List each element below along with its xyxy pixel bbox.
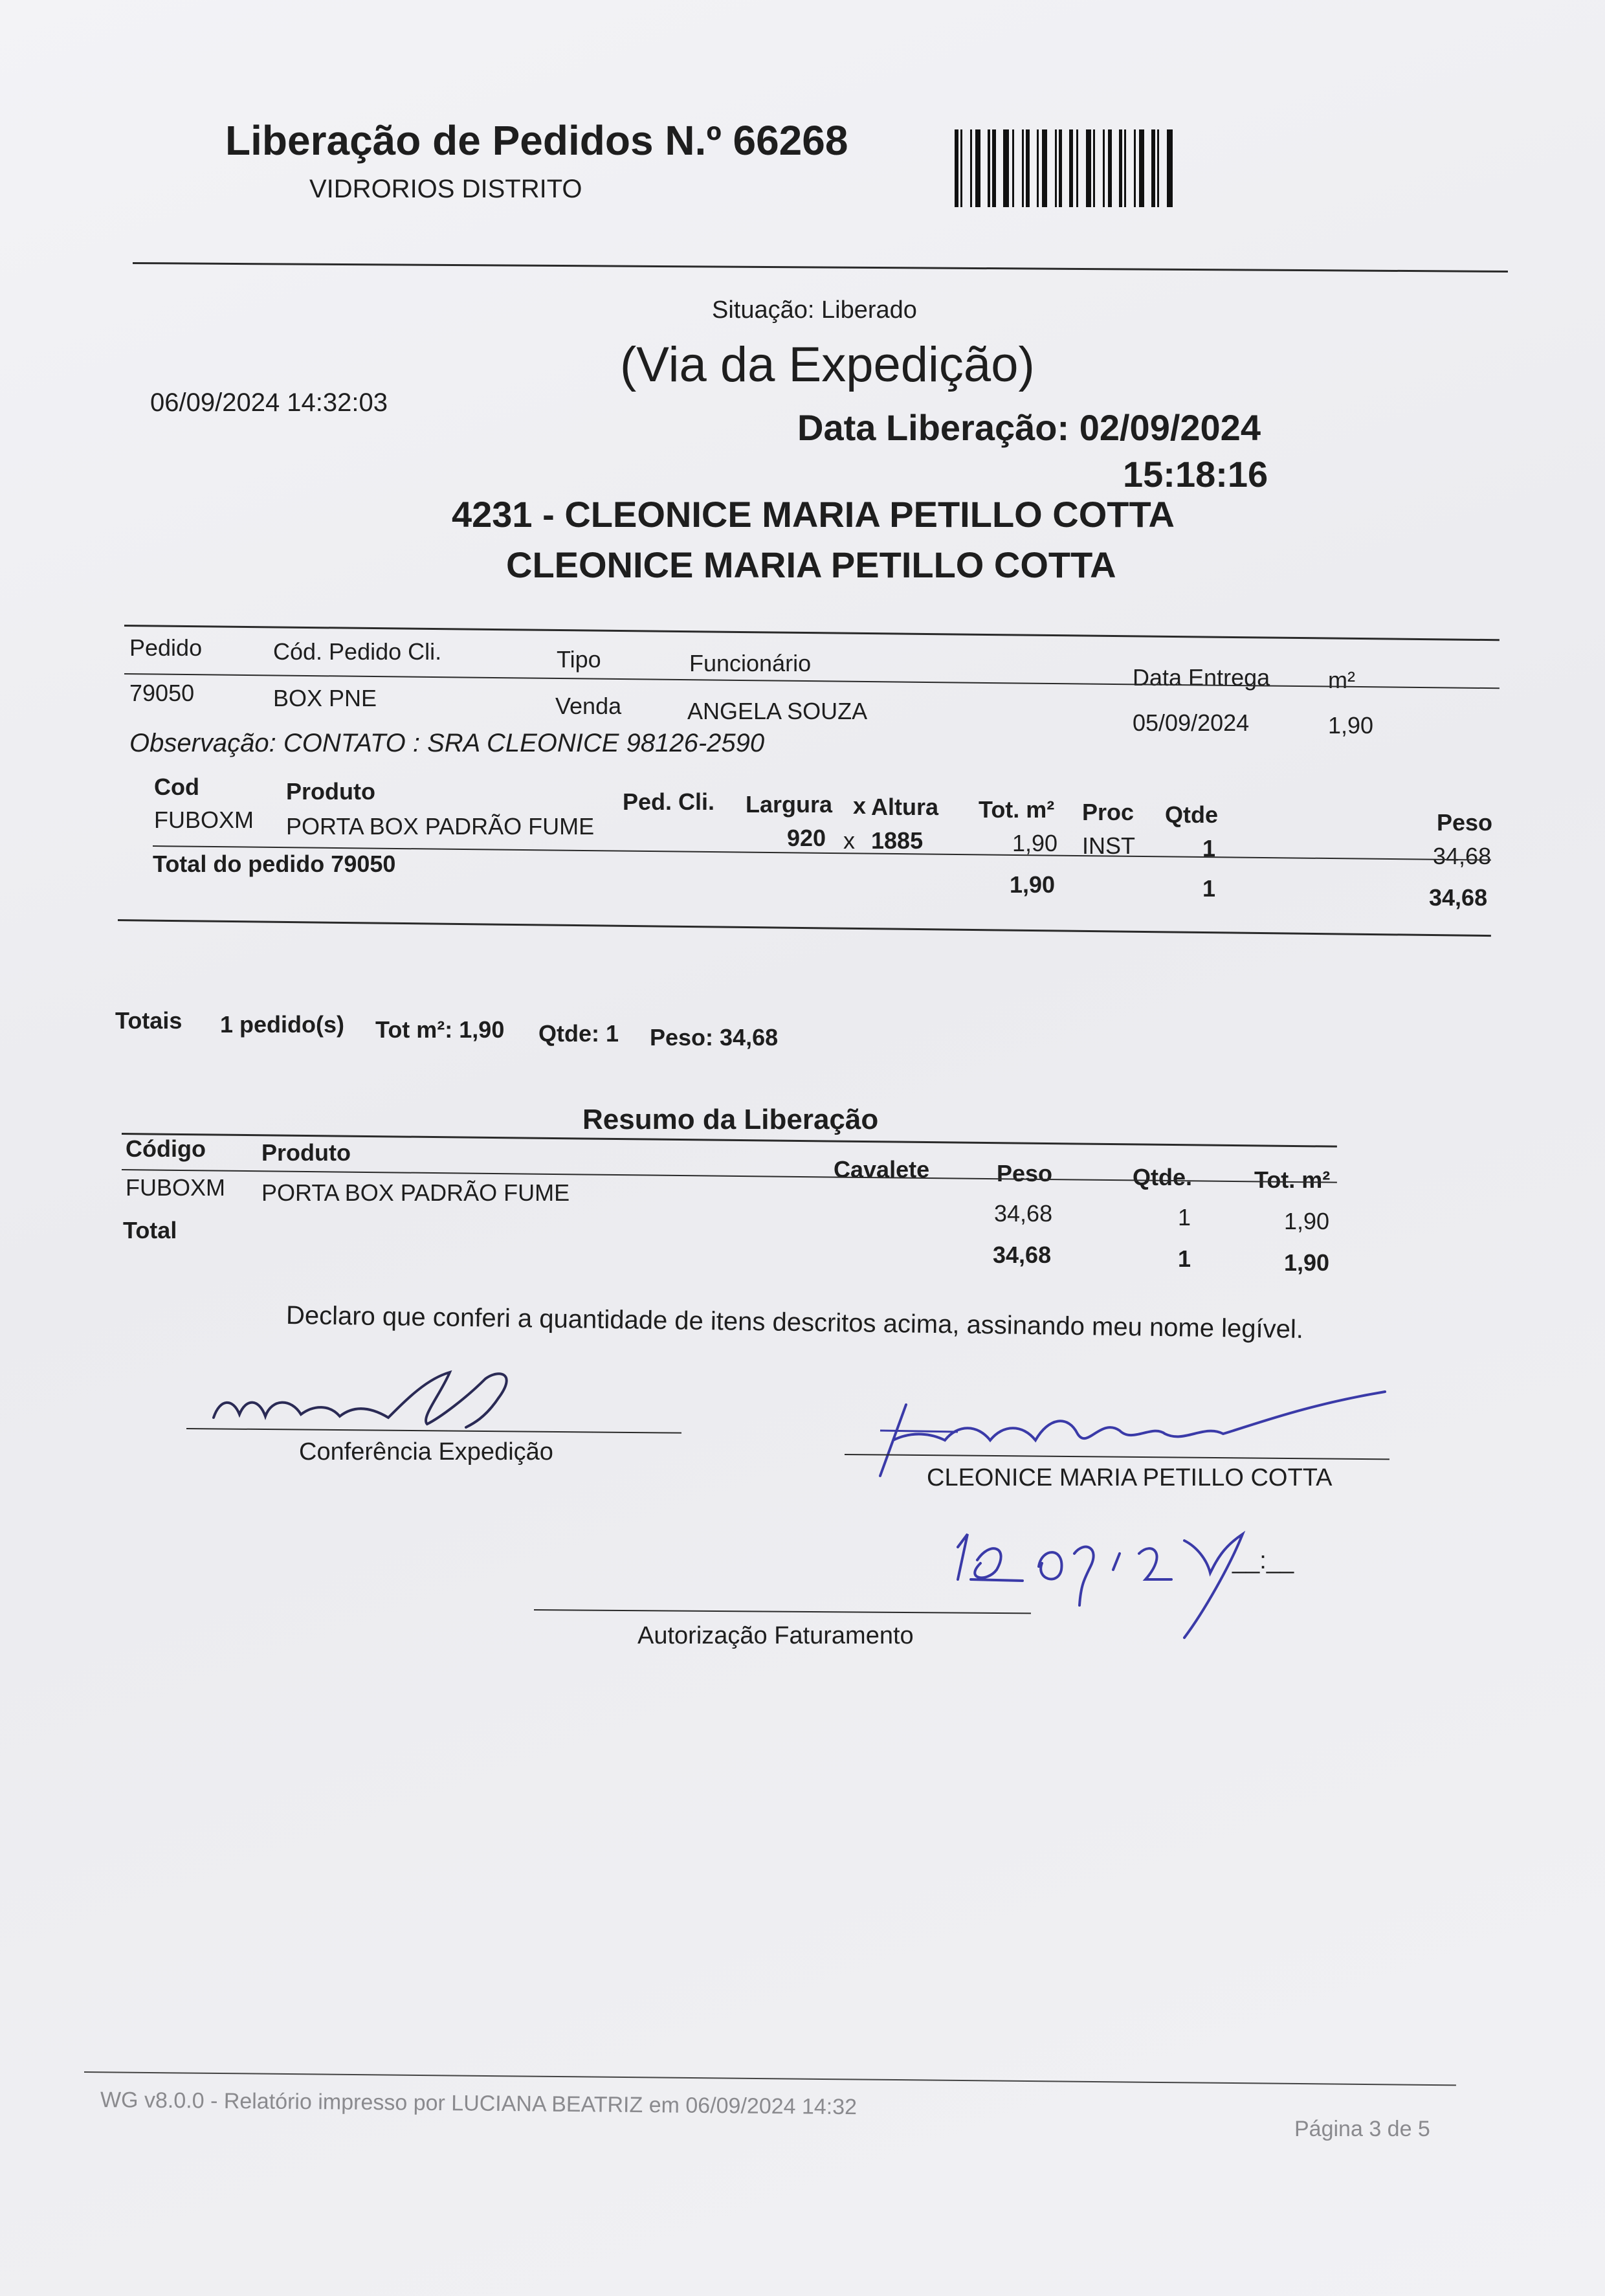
item-header-largura: Largura (746, 791, 833, 818)
item-altura-value: 1885 (871, 827, 924, 854)
date-time-blank: __:__ (1232, 1547, 1294, 1574)
summary-total-peso: 34,68 (993, 1242, 1052, 1268)
item-header-altura: Altura (871, 794, 939, 820)
totals-qtde: Qtde: 1 (538, 1020, 619, 1047)
barcode-bar (1065, 129, 1067, 207)
barcode-bar (1146, 129, 1148, 207)
summary-header-peso: Peso (997, 1160, 1053, 1187)
totals-pedidos: 1 pedido(s) (220, 1011, 345, 1038)
col-header-cod-pedido-cli: Cód. Pedido Cli. (273, 638, 442, 665)
barcode-bar (1129, 129, 1132, 207)
status-text: Situação: Liberado (712, 296, 917, 324)
summary-peso-value: 34,68 (994, 1200, 1053, 1227)
summary-header-tot-m2: Tot. m² (1254, 1166, 1331, 1193)
item-header-proc: Proc (1082, 799, 1135, 825)
item-proc-value: INST (1082, 832, 1136, 859)
barcode-bar (1059, 129, 1062, 207)
barcode-bar (1076, 129, 1078, 207)
order-total-label: Total do pedido 79050 (153, 851, 396, 877)
barcode-bar (1086, 129, 1091, 207)
barcode-bar (1139, 129, 1144, 207)
document-title: Liberação de Pedidos N.º 66268 (225, 117, 848, 164)
declaration-text: Declaro que conferi a quantidade de itens descritos acima, assinando meu nome legível. (285, 1301, 1304, 1344)
barcode-bar (1167, 129, 1173, 207)
conference-signature (194, 1359, 634, 1447)
barcode-bar (1119, 129, 1122, 207)
item-qtde-value: 1 (1202, 835, 1216, 862)
conference-signature-label: Conferência Expedição (299, 1438, 553, 1466)
col-header-data-entrega: Data Entrega (1133, 664, 1270, 691)
client-code-name: 4231 - CLEONICE MARIA PETILLO COTTA (452, 494, 1175, 535)
order-data-entrega-value: 05/09/2024 (1133, 709, 1250, 736)
barcode-bar (966, 129, 968, 207)
order-cod-pedido-cli-value: BOX PNE (273, 685, 377, 711)
barcode-bar (970, 129, 972, 207)
barcode-bar (1037, 129, 1039, 207)
barcode-bar (1093, 129, 1095, 207)
summary-tot-m2-value: 1,90 (1284, 1208, 1330, 1234)
col-header-pedido: Pedido (129, 634, 203, 661)
billing-authorization-label: Autorização Faturamento (637, 1622, 914, 1649)
footer-rule (84, 2071, 1456, 2086)
client-name: CLEONICE MARIA PETILLO COTTA (506, 544, 1116, 585)
barcode-bar (1026, 129, 1030, 207)
barcode-bar (1042, 129, 1047, 207)
barcode-bar (1098, 129, 1101, 207)
footer-print-info: WG v8.0.0 - Relatório impresso por LUCIANA BEATRIZ em 06/09/2024 14:32 (100, 2088, 858, 2120)
order-m2-value: 1,90 (1328, 712, 1374, 739)
order-total-qtde: 1 (1202, 875, 1216, 902)
order-tipo-value: Venda (555, 693, 622, 719)
copy-type-heading: (Via da Expedição) (620, 337, 1035, 392)
page-number: Página 3 de 5 (1294, 2117, 1430, 2141)
summary-codigo-value: FUBOXM (126, 1174, 226, 1201)
order-table-bottom-rule (118, 919, 1491, 937)
item-tot-m2-value: 1,90 (1012, 830, 1058, 856)
summary-total-qtde: 1 (1178, 1245, 1191, 1272)
barcode-bar (955, 129, 958, 207)
order-total-peso: 34,68 (1429, 884, 1488, 911)
barcode-bar (1103, 129, 1105, 207)
totals-peso: Peso: 34,68 (650, 1024, 779, 1051)
barcode-bar (960, 129, 962, 207)
barcode (955, 129, 1197, 207)
totals-label: Totais (115, 1007, 183, 1034)
order-observation: Observação: CONTATO : SRA CLEONICE 98126-2590 (129, 729, 765, 757)
summary-produto-value: PORTA BOX PADRÃO FUME (261, 1179, 570, 1206)
item-header-x: x (853, 792, 867, 819)
summary-title: Resumo da Liberação (582, 1104, 879, 1135)
barcode-bar (1134, 129, 1136, 207)
item-produto-value: PORTA BOX PADRÃO FUME (286, 813, 595, 840)
header-divider (133, 262, 1508, 273)
release-date: Data Liberação: 02/09/2024 (797, 407, 1261, 448)
col-header-m2: m² (1328, 667, 1355, 693)
item-header-qtde: Qtde (1165, 801, 1219, 828)
barcode-bar (1003, 129, 1009, 207)
barcode-bar (1022, 129, 1024, 207)
col-header-funcionario: Funcionário (689, 650, 812, 676)
item-largura-value: 920 (787, 825, 826, 851)
barcode-bar (1151, 129, 1155, 207)
item-x-value: x (843, 827, 855, 854)
item-header-tot-m2: Tot. m² (979, 796, 1055, 823)
release-time: 15:18:16 (1123, 454, 1268, 495)
summary-total-label: Total (123, 1217, 177, 1243)
barcode-bar (1069, 129, 1073, 207)
barcode-bar (1108, 129, 1112, 207)
item-peso-value: 34,68 (1433, 843, 1492, 869)
barcode-bar (1162, 129, 1165, 207)
summary-qtde-value: 1 (1178, 1204, 1191, 1231)
item-header-produto: Produto (286, 778, 375, 805)
barcode-bar (1114, 129, 1116, 207)
item-header-peso: Peso (1437, 809, 1493, 836)
totals-m2: Tot m²: 1,90 (375, 1016, 505, 1043)
barcode-bar (992, 129, 996, 207)
barcode-bar (1055, 129, 1057, 207)
order-funcionario-value: ANGELA SOUZA (687, 698, 868, 724)
barcode-bar (1080, 129, 1083, 207)
item-header-cod: Cod (154, 774, 199, 800)
order-pedido-value: 79050 (129, 680, 195, 706)
barcode-bar (1016, 129, 1019, 207)
barcode-bar (1033, 129, 1035, 207)
item-cod-value: FUBOXM (154, 807, 254, 833)
barcode-bar (1157, 129, 1159, 207)
barcode-bar (1124, 129, 1126, 207)
summary-header-codigo: Código (126, 1135, 206, 1162)
summary-header-cavalete: Cavalete (834, 1156, 930, 1183)
item-header-ped-cli: Ped. Cli. (623, 788, 715, 815)
company-name: VIDRORIOS DISTRITO (309, 175, 582, 203)
order-total-m2: 1,90 (1010, 871, 1056, 898)
barcode-bar (988, 129, 990, 207)
col-header-tipo: Tipo (557, 646, 601, 673)
barcode-bar (1049, 129, 1052, 207)
barcode-bar (982, 129, 984, 207)
barcode-bar (975, 129, 980, 207)
summary-header-qtde: Qtde. (1133, 1164, 1193, 1190)
client-signature-label: CLEONICE MARIA PETILLO COTTA (927, 1464, 1333, 1491)
barcode-bar (999, 129, 1001, 207)
print-datetime: 06/09/2024 14:32:03 (150, 388, 388, 417)
summary-total-m2: 1,90 (1284, 1249, 1330, 1276)
summary-header-produto: Produto (261, 1139, 351, 1166)
barcode-bar (1012, 129, 1014, 207)
